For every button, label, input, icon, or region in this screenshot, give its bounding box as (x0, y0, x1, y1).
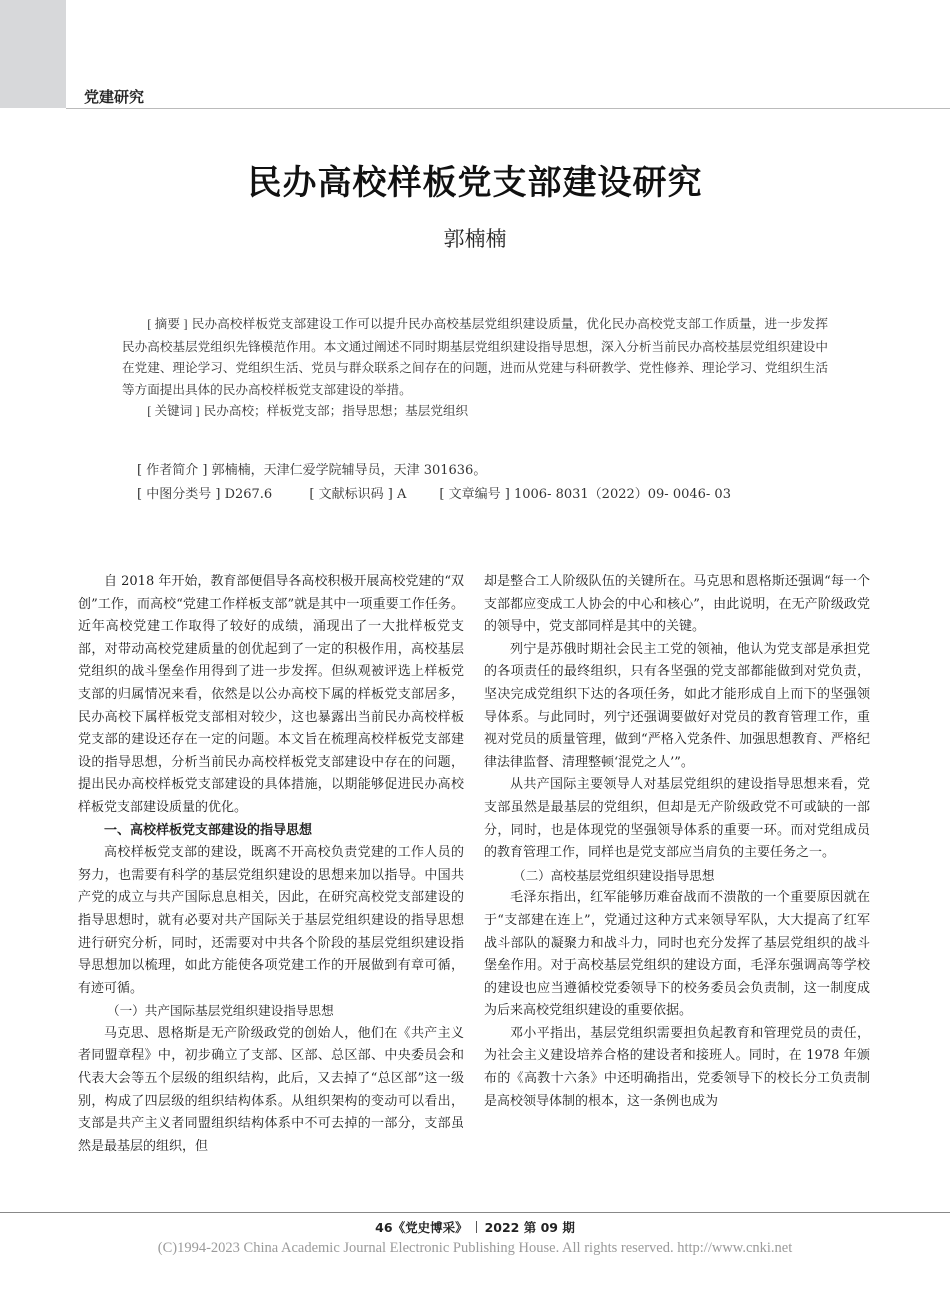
page-number: 46 (375, 1220, 393, 1235)
subsection-heading: （一）共产国际基层党组织建设指导思想 (106, 1003, 334, 1019)
body-column-right (484, 571, 870, 1113)
body-paragraph: 从共产国际主要领导人对基层党组织的建设指导思想来看，党支部虽然是最基层的党组织，但却是无产阶级政党不可或缺的一部分，同时，也是体现党的坚强领导体系的重要一环。而对党组成员的教育管理工作，同样也是党支部应当肩负的主要任务之一。 (484, 777, 870, 861)
header-rule (66, 108, 950, 109)
keywords-line (122, 400, 828, 423)
author-bio: 郭楠楠，天津仁爱学院辅导员，天津 301636。 (211, 463, 487, 478)
doc-code-value: A (396, 487, 407, 502)
body-paragraph: 马克思、恩格斯是无产阶级政党的创始人，他们在《共产主义者同盟章程》中，初步确立了支部、区部、总区部、中央委员会和代表大会等五个层级的组织结构，此后，又去掉了“总区部”这一级别，构成了四层级的组织结构体系。从组织架构的变动可以看出，支部是共产主义者同盟组织结构体系中不可去掉的一部分，支部虽然是最基层的组织，但 (78, 1025, 464, 1154)
body-paragraph: 列宁是苏俄时期社会民主工党的领袖，他认为党支部是承担党的各项责任的最终组织，只有各坚强的党支部都能做到对党负责，坚决完成党组织下达的各项任务，如此才能形成自上而下的坚强领导体系。与此同时，列宁还强调要做好对党员的教育管理工作，重视对党员的质量管理，做到“严格入党条件、加强思想教育、严格纪律法律监督、清理整顿‘混党之人’”。 (484, 641, 870, 770)
article-meta (137, 459, 837, 507)
author-bio-line (137, 459, 837, 483)
abstract-label: [ 摘要 ] (147, 317, 188, 331)
body-paragraph: 自 2018 年开始，教育部便倡导各高校积极开展高校党建的“双创”工作，而高校“党建工作样板支部”就是其中一项重要工作任务。近年高校党建工作取得了较好的成绩，涌现出了一大批样板党支部，对带动高校党建质量的创优起到了一定的积极作用，高校基层党组织的战斗堡垒作用得到了进一步发挥。但纵观被评选上样板党支部的归属情况来看，依然是以公办高校下属的样板党支部居多，民办高校下属样板党支部相对较少，这也暴露出当前民办高校样板党支部的建设还存在一定的问题。本文旨在梳理高校样板党支部建设的指导思想，分析当前民办高校样板党支部建设中存在的问题，提出民办高校样板党支部建设的具体措施，以期能够促进民办高校样板党支部建设质量的优化。 (78, 574, 464, 815)
journal-name: 《党史博采》 (392, 1220, 468, 1235)
footer-rule (0, 1212, 950, 1213)
body-column-left (78, 571, 464, 1158)
keywords-label: [ 关键词 ] (147, 404, 200, 418)
clc-value: D267.6 (224, 487, 273, 502)
body-paragraph: 却是整合工人阶级队伍的关键所在。马克思和恩格斯还强调“每一个支部都应变成工人协会的中心和核心”，由此说明，在无产阶级政党的领导中，党支部同样是其中的关键。 (484, 574, 870, 635)
copyright-watermark: (C)1994-2023 China Academic Journal Electronic Publishing House. All rights reserved. http://www.cnki.net (157, 1240, 793, 1256)
body-paragraph: 毛泽东指出，红军能够历难奋战而不溃散的一个重要原因就在于“支部建在连上”，党通过这种方式来领导军队，大大提高了红军战斗部队的凝聚力和战斗力，同时也充分发挥了基层党组织的战斗堡垒作用。对于高校基层党组织的建设方面，毛泽东强调高等学校的建设也应当遵循校党委领导下的校务委员会负责制，这一制度成为后来高校党组织建设的重要依据。 (484, 890, 870, 1019)
abstract-paragraph (122, 313, 828, 400)
column-label: 党建研究 (84, 88, 145, 106)
doc-code-label: [ 文献标识码 ] (309, 487, 393, 502)
abstract-text: 民办高校样板党支部建设工作可以提升民办高校基层党组织建设质量，优化民办高校党支部工作质量，进一步发挥民办高校基层党组织先锋模范作用。本文通过阐述不同时期基层党组织建设指导思想，深入分析当前民办高校基层党组织建设中在党建、理论学习、党组织生活、党员与群众联系之间存在的问题，进而从党建与科研教学、党性修养、理论学习、党组织生活等方面提出具体的民办高校样板党支部建设的举措。 (122, 316, 829, 397)
abstract-section (122, 313, 828, 423)
subsection-heading: （二）高校基层党组织建设指导思想 (512, 867, 715, 883)
article-no-label: [ 文章编号 ] (439, 487, 510, 502)
issue-number: 2022 第 09 期 (484, 1220, 575, 1235)
article-title: 民办高校样板党支部建设研究 (247, 163, 703, 203)
article-author: 郭楠楠 (443, 227, 507, 251)
body-paragraph: 高校样板党支部的建设，既离不开高校负责党建的工作人员的努力，也需要有科学的基层党组织建设的思想来加以指导。中国共产党的成立与共产国际息息相关，因此，在研究高校党支部建设的指导思想时，就有必要对共产国际关于基层党组织建设的指导思想进行研究分析，同时，还需要对中共各个阶段的基层党组织建设指导思想加以梳理，如此方能使各项党建工作的开展做到有章可循，有迹可循。 (78, 845, 464, 996)
section-heading: 一、高校样板党支部建设的指导思想 (104, 822, 313, 838)
page-footer (0, 1218, 950, 1236)
author-bio-label: [ 作者简介 ] (137, 463, 208, 478)
keywords-text: 民办高校；样板党支部；指导思想；基层党组织 (203, 403, 469, 418)
footer-separator (476, 1221, 477, 1233)
clc-label: [ 中图分类号 ] (137, 487, 221, 502)
classification-line (137, 483, 837, 507)
header-corner-block (0, 0, 66, 108)
body-paragraph: 邓小平指出，基层党组织需要担负起教育和管理党员的责任，为社会主义建设培养合格的建设者和接班人。同时，在 1978 年颁布的《高教十六条》中还明确指出，党委领导下的校长分工负责制是高校领导体制的根本，这一条例也成为 (484, 1025, 870, 1109)
article-no-value: 1006- 8031（2022）09- 0046- 03 (513, 487, 731, 502)
